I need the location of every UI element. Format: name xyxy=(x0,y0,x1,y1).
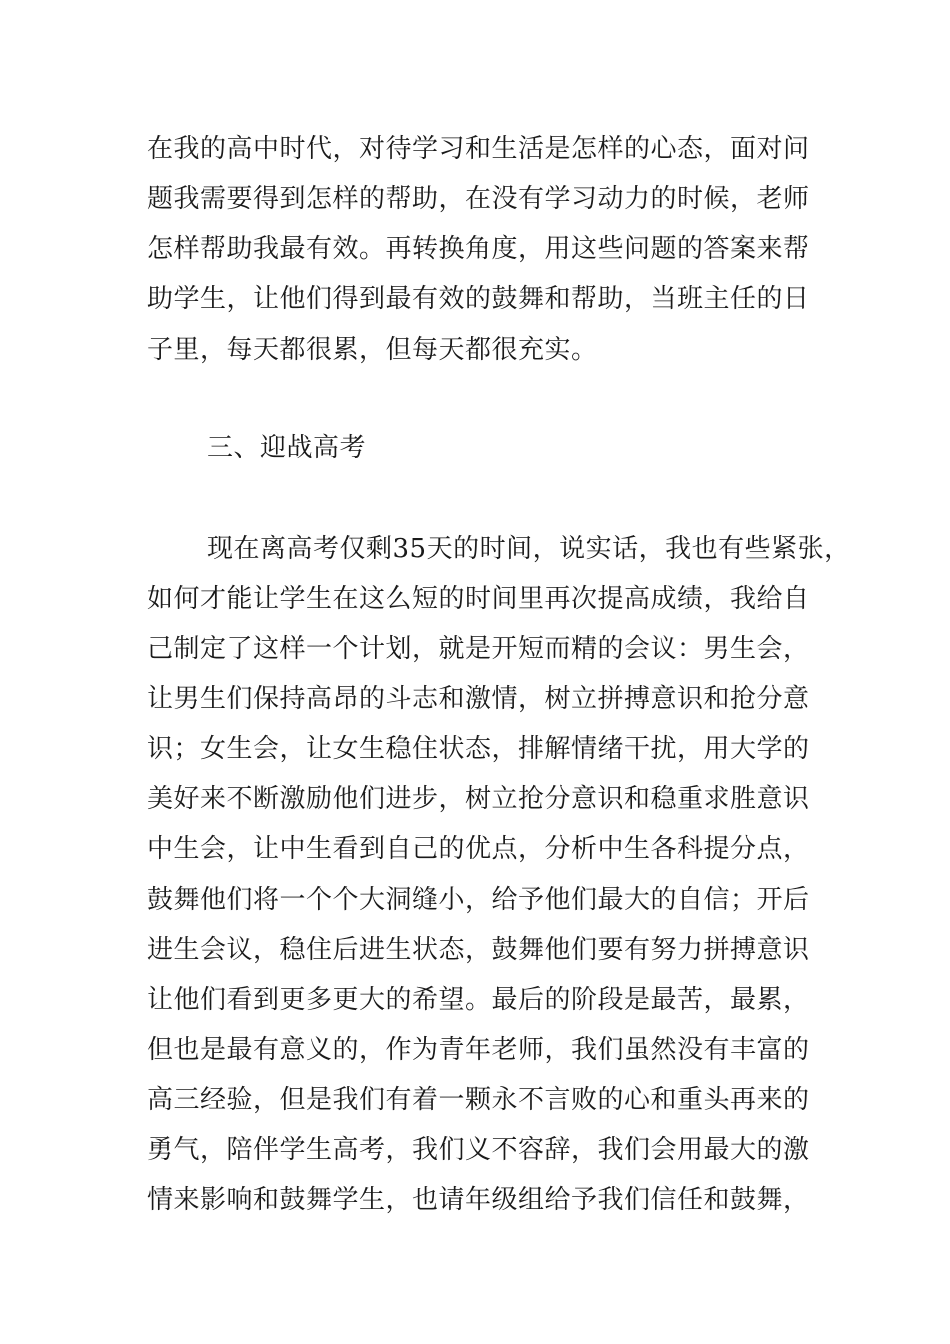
text-line: 鼓舞他们将一个个大洞缝小，给予他们最大的自信；开后 xyxy=(147,885,810,915)
text-line: 中生会，让中生看到自己的优点，分析中生各科提分点， xyxy=(147,834,810,864)
text-line: 助学生，让他们得到最有效的鼓舞和帮助，当班主任的日 xyxy=(147,284,810,314)
text-line: 让男生们保持高昂的斗志和激情，树立拼搏意识和抢分意 xyxy=(147,684,810,714)
text-line: 美好来不断激励他们进步，树立抢分意识和稳重求胜意识 xyxy=(147,784,810,814)
text-line: 让他们看到更多更大的希望。最后的阶段是最苦，最累， xyxy=(147,985,810,1015)
text-line: 在我的高中时代，对待学习和生活是怎样的心态，面对问 xyxy=(147,134,810,164)
text-line: 怎样帮助我最有效。再转换角度，用这些问题的答案来帮 xyxy=(147,234,810,264)
text-line: 高三经验，但是我们有着一颗永不言败的心和重头再来的 xyxy=(147,1085,810,1115)
text-line: 但也是最有意义的，作为青年老师，我们虽然没有丰富的 xyxy=(147,1035,810,1065)
text-line: 如何才能让学生在这么短的时间里再次提高成绩，我给自 xyxy=(147,584,810,614)
text-line: 现在离高考仅剩35天的时间，说实话，我也有些紧张， xyxy=(207,534,851,564)
text-line: 己制定了这样一个计划，就是开短而精的会议：男生会， xyxy=(147,634,810,664)
text-line: 进生会议，稳住后进生状态，鼓舞他们要有努力拼搏意识 xyxy=(147,935,810,965)
text-line: 勇气，陪伴学生高考，我们义不容辞，我们会用最大的激 xyxy=(147,1135,810,1165)
text-line: 子里，每天都很累，但每天都很充实。 xyxy=(147,335,598,365)
text-line: 识；女生会，让女生稳住状态，排解情绪干扰，用大学的 xyxy=(147,734,810,764)
text-line: 题我需要得到怎样的帮助，在没有学习动力的时候，老师 xyxy=(147,184,810,214)
text-line: 情来影响和鼓舞学生，也请年级组给予我们信任和鼓舞， xyxy=(147,1185,810,1215)
section-heading: 三、迎战高考 xyxy=(207,433,367,463)
